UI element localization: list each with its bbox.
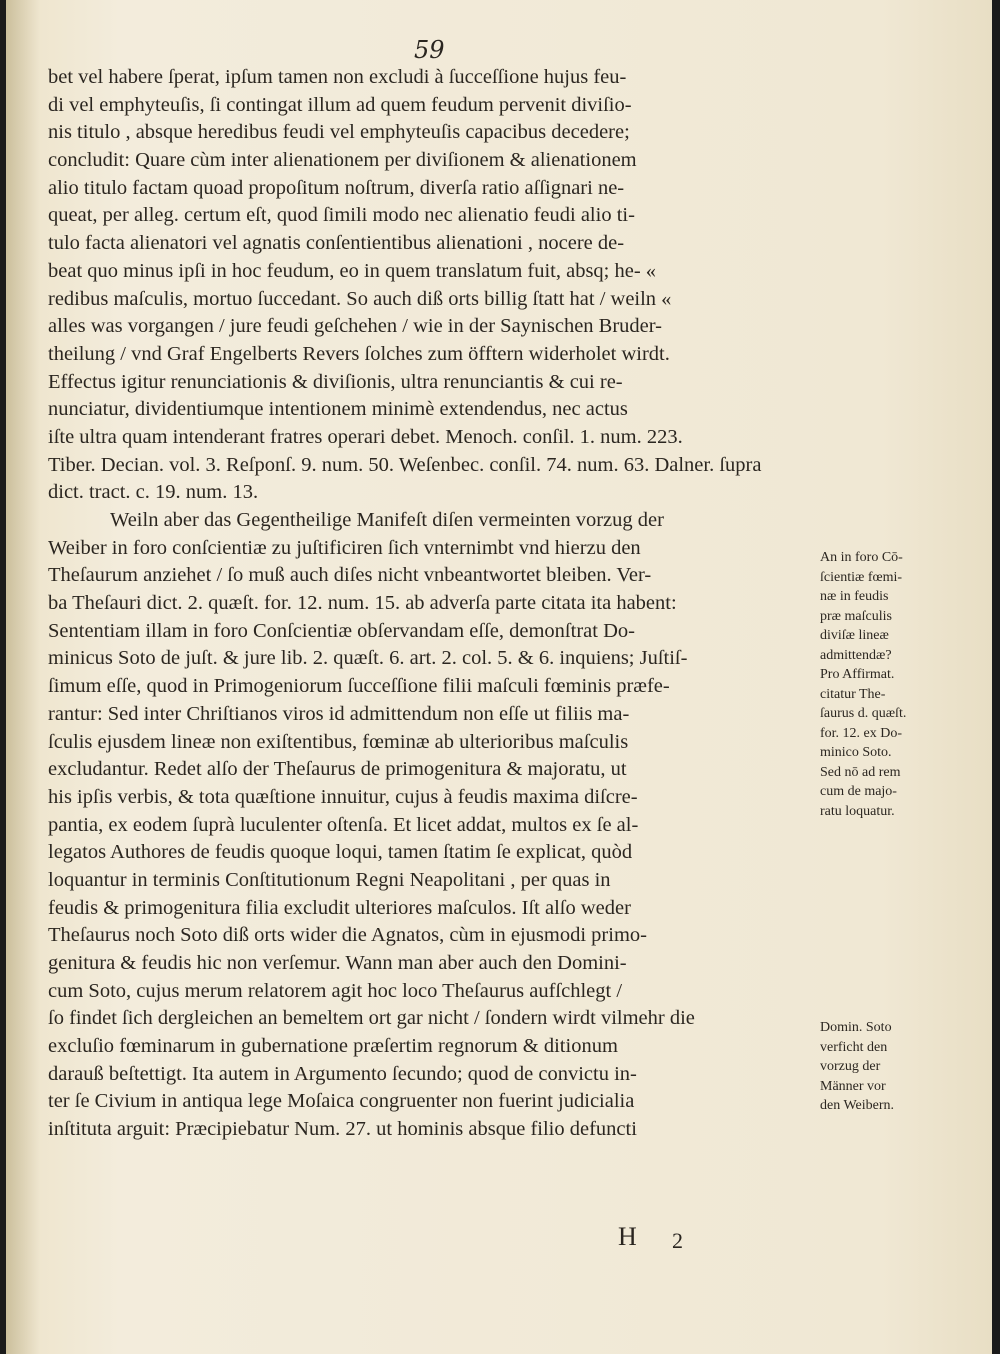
text-line: ter ſe Civium in antiqua lege Moſaica congruenter non fuerint judicialia (48, 1090, 635, 1113)
marginal-note-1 (820, 548, 952, 821)
margin-line: citatur The- (820, 686, 886, 702)
margin-line: Sed nō ad rem (820, 764, 901, 780)
text-line: excluſio fœminarum in gubernatione præſertim regnorum & ditionum (48, 1035, 618, 1058)
margin-line: ſaurus d. quæſt. (820, 706, 907, 721)
margin-line: Pro Affirmat. (820, 667, 895, 682)
text-line: bet vel habere ſperat, ipſum tamen non excludi à ſucceſſione hujus feu- (48, 66, 627, 88)
text-line: minicus Soto de juſt. & jure lib. 2. quæſt. 6. art. 2. col. 5. & 6. inquiens; Juſtiſ- (48, 647, 688, 670)
text-line: ſculis ejusdem lineæ non exiſtentibus, fœminæ ab ulterioribus maſculis (48, 730, 629, 753)
text-line: alles was vorgangen / jure feudi geſchehen / wie in der Saynischen Bruder- (48, 315, 663, 338)
text-line: rantur: Sed inter Chriſtianos viros id admittendum non eſſe ut filiis ma- (48, 702, 630, 725)
margin-line: admittendæ? (820, 647, 892, 663)
text-line: theilung / vnd Graf Engelberts Revers ſolches zum öfftern widerholet wirdt. (48, 342, 670, 365)
text-line: pantia, ex eodem ſuprà luculenter oſtenſa. Et licet addat, multos ex ſe al- (48, 813, 639, 836)
margin-line: næ in feudis (820, 589, 889, 604)
paragraph-1 (48, 64, 820, 507)
margin-line: An in foro Cō- (820, 550, 903, 565)
text-line: excludantur. Redet alſo der Theſaurus de primogenitura & majoratu, ut (48, 758, 627, 781)
page-edge (992, 0, 1000, 1354)
marginal-note-2 (820, 1018, 952, 1116)
main-text-block (48, 64, 820, 1144)
margin-line: Domin. Soto (820, 1020, 892, 1035)
text-line: feudis & primogenitura filia excludit ulteriores maſculos. Iſt alſo weder (48, 896, 631, 919)
text-line: nunciatur, dividentiumque intentionem minimè extendendus, nec actus (48, 398, 628, 421)
text-line: inſtituta arguit: Præcipiebatur Num. 27. ut hominis absque filio defuncti (48, 1118, 637, 1141)
text-line: ſimum eſſe, quod in Primogeniorum ſucceſſione filii maſculi fœminis præfe- (48, 675, 670, 698)
margin-line: ratu loquatur. (820, 803, 895, 819)
paragraph-2 (48, 507, 820, 1144)
margin-line: verficht den (820, 1039, 888, 1055)
text-line: cum Soto, cujus merum relatorem agit hoc loco Theſaurus aufſchlegt / (48, 979, 623, 1002)
text-line: Theſaurum anziehet / ſo muß auch diſes nicht vnbeantwortet bleiben. Ver- (48, 564, 652, 587)
text-line: Weiber in foro conſcientiæ zu juſtificiren ſich vnternimbt vnd hierzu den (48, 536, 641, 559)
text-line: his ipſis verbis, & tota quæſtione innuitur, cujus à feudis maxima diſcre- (48, 785, 638, 808)
page-number: 59 (414, 36, 445, 64)
text-line: Theſaurus noch Soto diß orts wider die Agnatos, cùm in ejusmodi primo- (48, 924, 647, 947)
text-line: dict. tract. c. 19. num. 13. (48, 481, 259, 504)
text-line: Weiln aber das Gegentheilige Manifeſt diſen vermeinten vorzug der (110, 509, 664, 531)
margin-line: Männer vor (820, 1078, 886, 1094)
margin-line: den Weibern. (820, 1098, 895, 1113)
text-line: redibus maſculis, mortuo ſuccedant. So auch diß orts billig ſtatt hat / weiln « (48, 287, 672, 310)
text-line: darauß beſtettigt. Ita autem in Argumento ſecundo; quod de convictu in- (48, 1062, 637, 1085)
text-line: beat quo minus ipſi in hoc feudum, eo in quem translatum fuit, absq; he- « (48, 259, 657, 282)
margin-line: ſcientiæ fœmi- (820, 569, 903, 585)
text-line: Tiber. Decian. vol. 3. Reſponſ. 9. num. 50. Weſenbec. conſil. 74. num. 63. Dalner. ſupra (48, 453, 762, 476)
text-line: tulo facta alienatori vel agnatis conſentientibus alienationi , nocere de- (48, 232, 625, 255)
text-line: Sententiam illam in foro Conſcientiæ obſervandam eſſe, demonſtrat Do- (48, 619, 635, 642)
margin-line: diviſæ lineæ (820, 628, 889, 643)
text-line: legatos Authores de feudis quoque loqui, tamen ſtatim ſe explicat, quòd (48, 841, 633, 864)
margin-line: minico Soto. (820, 745, 892, 760)
text-line: genitura & feudis hic non verſemur. Wann man aber auch den Domini- (48, 952, 627, 974)
margin-line: cum de majo- (820, 784, 897, 799)
margin-line: vorzug der (820, 1059, 881, 1074)
text-line: loquantur in terminis Conſtitutionum Regni Neapolitani , per quas in (48, 868, 611, 891)
text-line: concludit: Quare cùm inter alienationem per diviſionem & alienationem (48, 149, 637, 172)
text-line: alio titulo factam quoad propoſitum noſtrum, diverſa ratio aſſignari ne- (48, 176, 625, 199)
signature-mark: H (618, 1222, 637, 1251)
text-line: ſo findet ſich dergleichen an bemeltem ort gar nicht / ſondern wirdt vilmehr die (48, 1007, 695, 1030)
margin-line: for. 12. ex Do- (820, 725, 903, 741)
text-line: iſte ultra quam intenderant fratres operari debet. Menoch. conſil. 1. num. 223. (48, 425, 683, 448)
text-line: ba Theſauri dict. 2. quæſt. for. 12. num. 15. ab adverſa parte citata ita habent: (48, 592, 677, 615)
text-line: queat, per alleg. certum eſt, quod ſimili modo nec alienatio feudi alio ti- (48, 204, 635, 227)
text-line: nis titulo , absque heredibus feudi vel emphyteuſis capacibus decedere; (48, 121, 630, 144)
signature-number: 2 (672, 1228, 683, 1253)
text-line: Effectus igitur renunciationis & diviſionis, ultra renunciantis & cui re- (48, 370, 623, 393)
text-line: di vel emphyteuſis, ſi contingat illum ad quem feudum pervenit diviſio- (48, 93, 632, 116)
margin-line: præ maſculis (820, 608, 892, 624)
